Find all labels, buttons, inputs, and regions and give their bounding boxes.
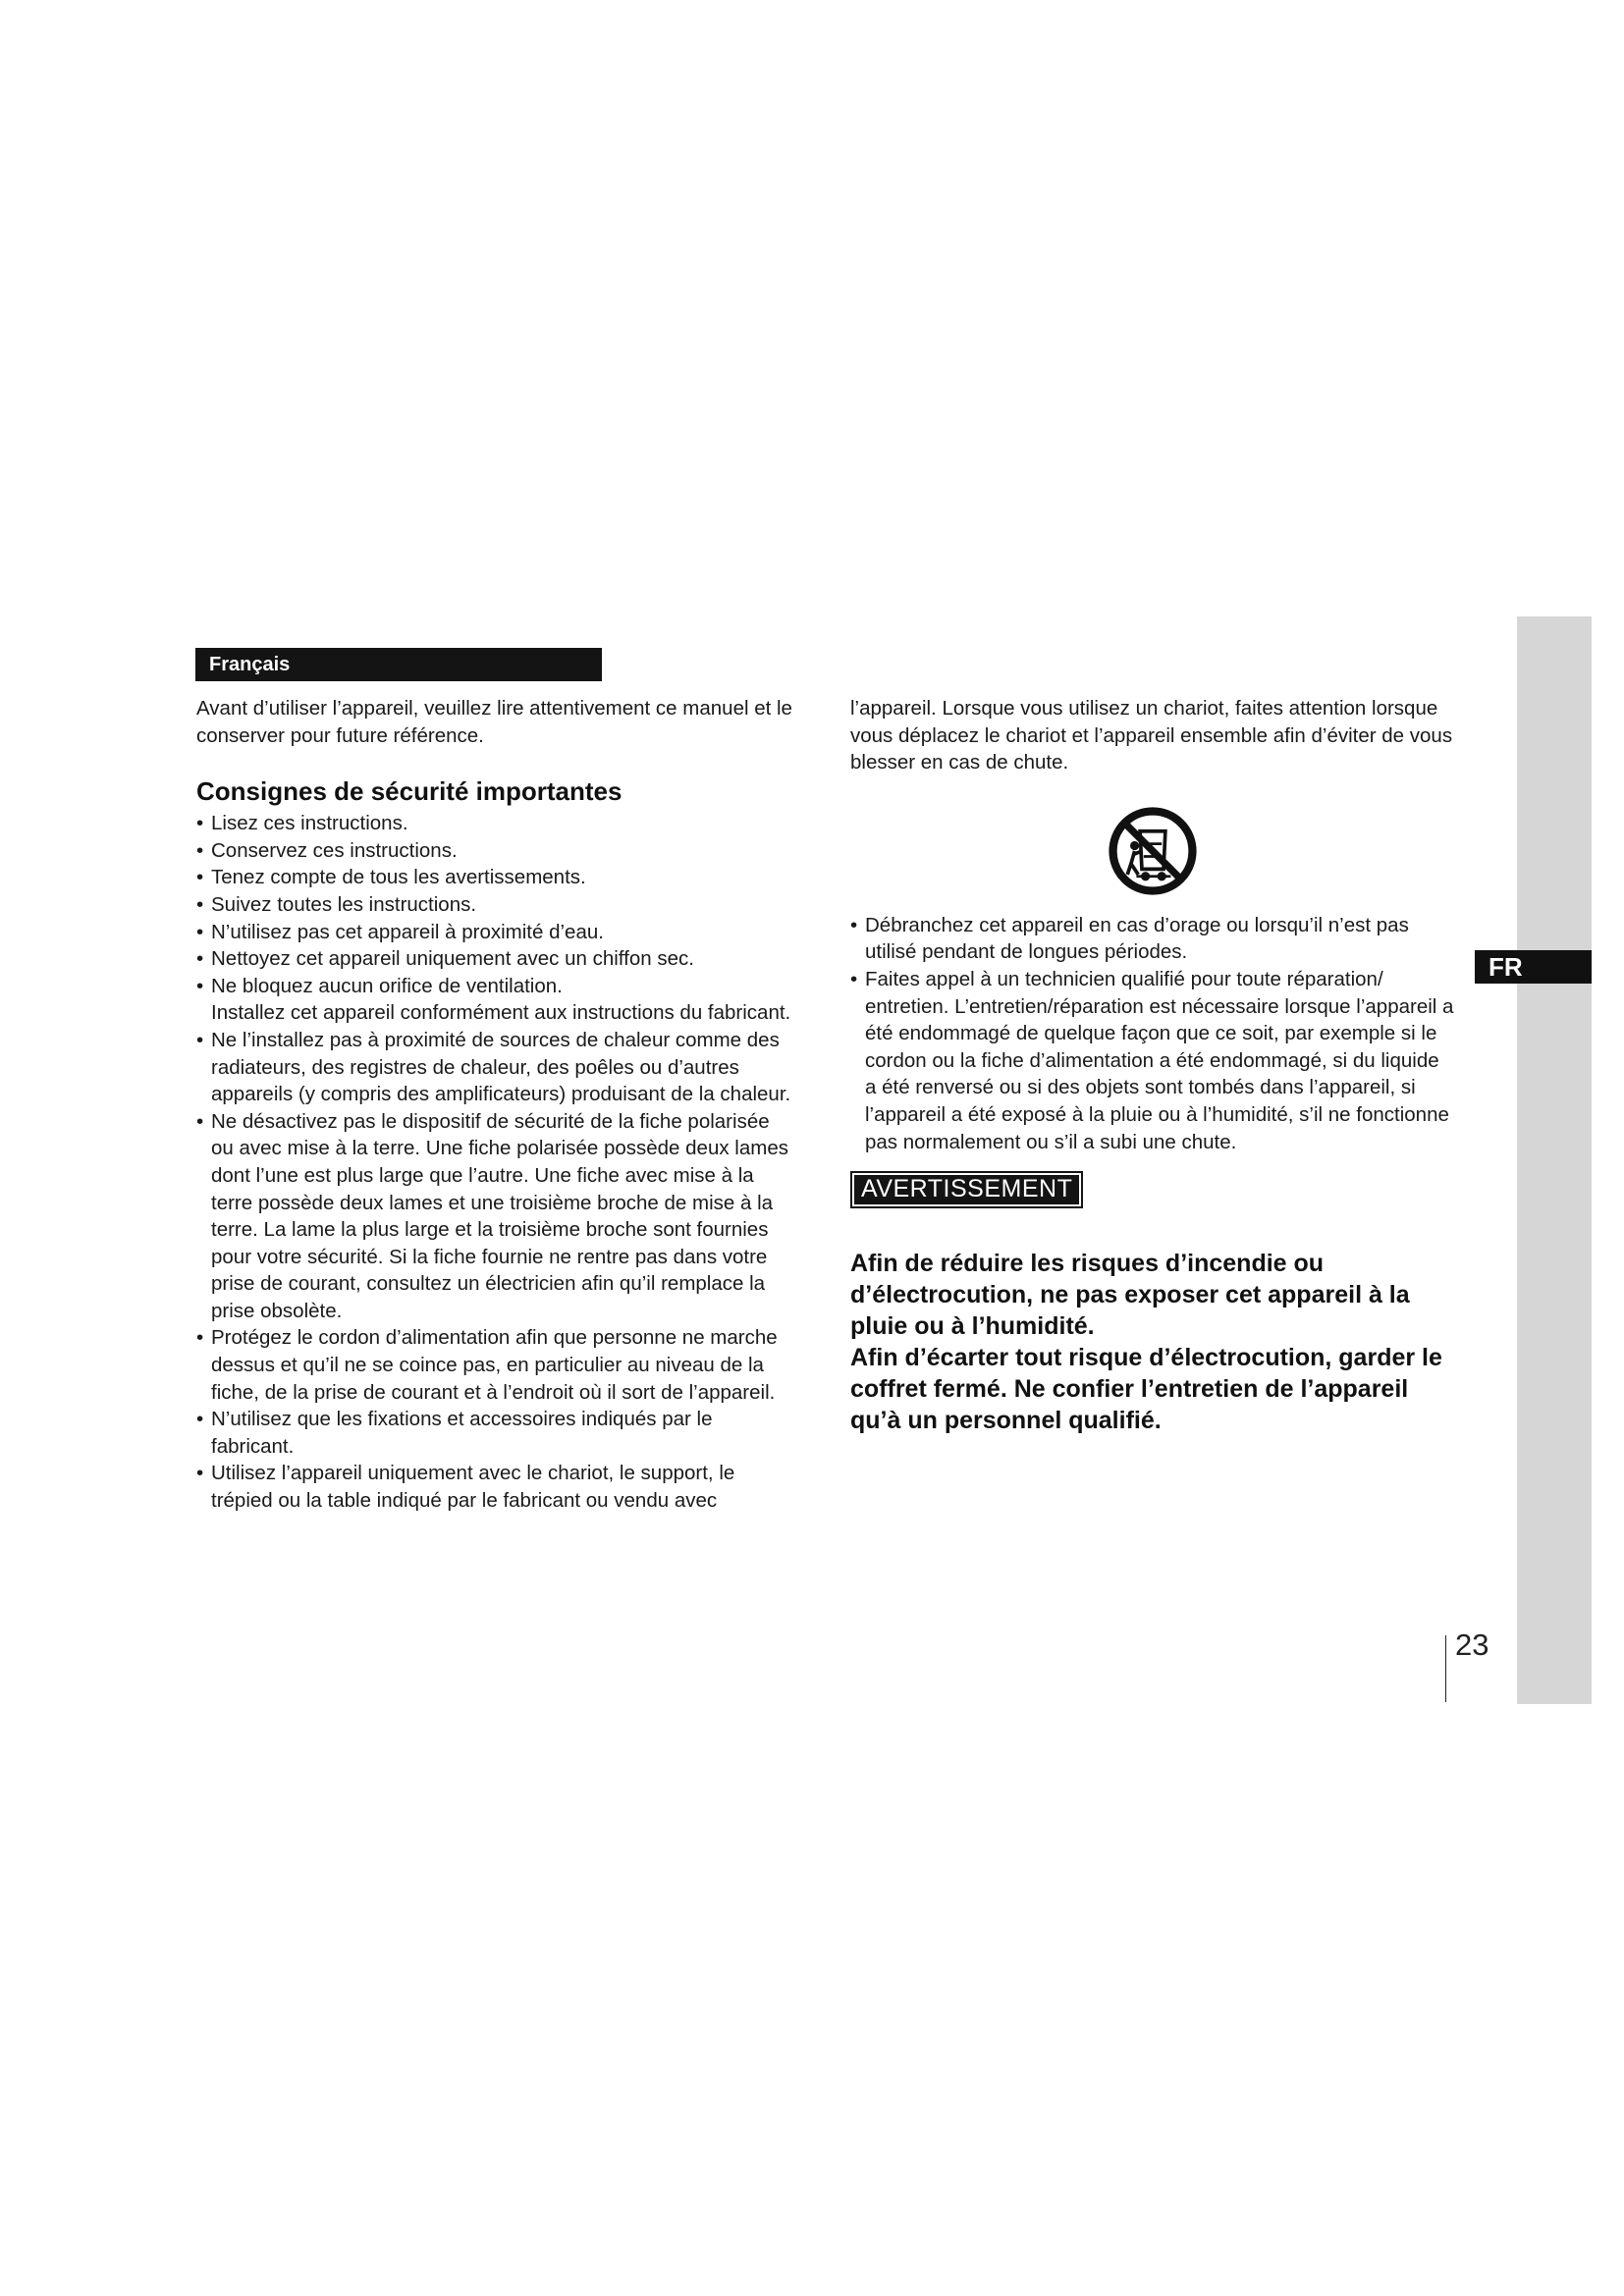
- safety-list: [196, 810, 793, 999]
- list-item: • Conservez ces instructions.: [196, 837, 793, 865]
- warning-line-1: Afin de réduire les risques d’incendie ou d’électrocution, ne pas exposer cet appareil à la pluie ou à l’humidité.: [850, 1249, 1410, 1340]
- list-item: • N’utilisez que les fixations et accessoires indiqués par le fabricant.: [196, 1406, 793, 1460]
- list-item: • Ne désactivez pas le dispositif de sécurité de la fiche polarisée ou avec mise à la terre. Une fiche polarisée possède deux lames dont l’une est plus large que l’autre. Une fiche avec mise à la terre possède deux lames et une troisième broche de mise à la terre. La lame la plus large et la troisième broche sont fournies pour votre sécurité. Si la fiche fournie ne rentre pas dans votre prise de courant, consultez un électricien afin qu’il remplace la prise obsolète.: [196, 1108, 793, 1325]
- continuation-paragraph: l’appareil. Lorsque vous utilisez un chariot, faites attention lorsque vous déplacez le chariot et l’appareil ensemble afin d’éviter de vous blesser en cas de chute.: [850, 697, 1453, 774]
- page-number: 23: [1455, 1628, 1489, 1662]
- list-item: • Utilisez l’appareil uniquement avec le chariot, le support, le trépied ou la table indiqué par le fabricant ou vendu avec: [196, 1460, 793, 1514]
- cart-icon-container: [850, 806, 1454, 896]
- page-number-rule: [1445, 1635, 1446, 1702]
- list-item: • Nettoyez cet appareil uniquement avec un chiffon sec.: [196, 945, 793, 973]
- list-item: • Lisez ces instructions.: [196, 810, 793, 837]
- list-item: • Tenez compte de tous les avertissements.: [196, 864, 793, 891]
- list-item: • Suivez toutes les instructions.: [196, 891, 793, 919]
- left-column: [196, 695, 793, 1515]
- list-item: • Débranchez cet appareil en cas d’orage ou lorsqu’il n’est pas utilisé pendant de longues périodes.: [850, 912, 1454, 966]
- intro-paragraph: Avant d’utiliser l’appareil, veuillez lire attentivement ce manuel et le conserver pour future référence.: [196, 697, 792, 747]
- ventilation-note: Installez cet appareil conformément aux instructions du fabricant.: [211, 1001, 791, 1025]
- list-item: • Faites appel à un technicien qualifié pour toute réparation/ entretien. L’entretien/réparation est nécessaire lorsque l’appareil a été endommagé de quelque façon que ce soit, par exemple si le cordon ou la fiche d’alimentation a été endommagé, si du liquide a été renversé ou si des objets sont tombés dans l’appareil, si l’appareil a été exposé à la pluie ou à l’humidité, s’il ne fonctionne pas normalement ou s’il a subi une chute.: [850, 966, 1454, 1155]
- warning-label: AVERTISSEMENT: [850, 1171, 1083, 1208]
- safety-heading: Consignes de sécurité importantes: [196, 776, 623, 807]
- cart-tip-over-warning-icon: [1108, 806, 1198, 896]
- warning-line-2: Afin d’écarter tout risque d’électrocution, garder le coffret fermé. Ne confier l’entretien de l’appareil qu’à un personnel qualifié.: [850, 1343, 1442, 1434]
- list-item: • N’utilisez pas cet appareil à proximité d’eau.: [196, 919, 793, 946]
- safety-list-continued: [196, 1027, 793, 1515]
- list-item: • Ne bloquez aucun orifice de ventilation.: [196, 973, 793, 1000]
- list-item: • Protégez le cordon d’alimentation afin que personne ne marche dessus et qu’il ne se coince pas, en particulier au niveau de la fiche, de la prise de courant et à l’endroit où il sort de l’appareil.: [196, 1324, 793, 1406]
- language-header: Français: [195, 648, 602, 681]
- right-safety-list: [850, 912, 1454, 1155]
- language-tab-fr: FR: [1475, 950, 1592, 984]
- right-column: [850, 695, 1454, 1436]
- list-item: • Ne l’installez pas à proximité de sources de chaleur comme des radiateurs, des registres de chaleur, des poêles ou d’autres appareils (y compris des amplificateurs) produisant de la chaleur.: [196, 1027, 793, 1108]
- side-margin-strip: [1517, 616, 1592, 1704]
- warning-text: [850, 1248, 1454, 1436]
